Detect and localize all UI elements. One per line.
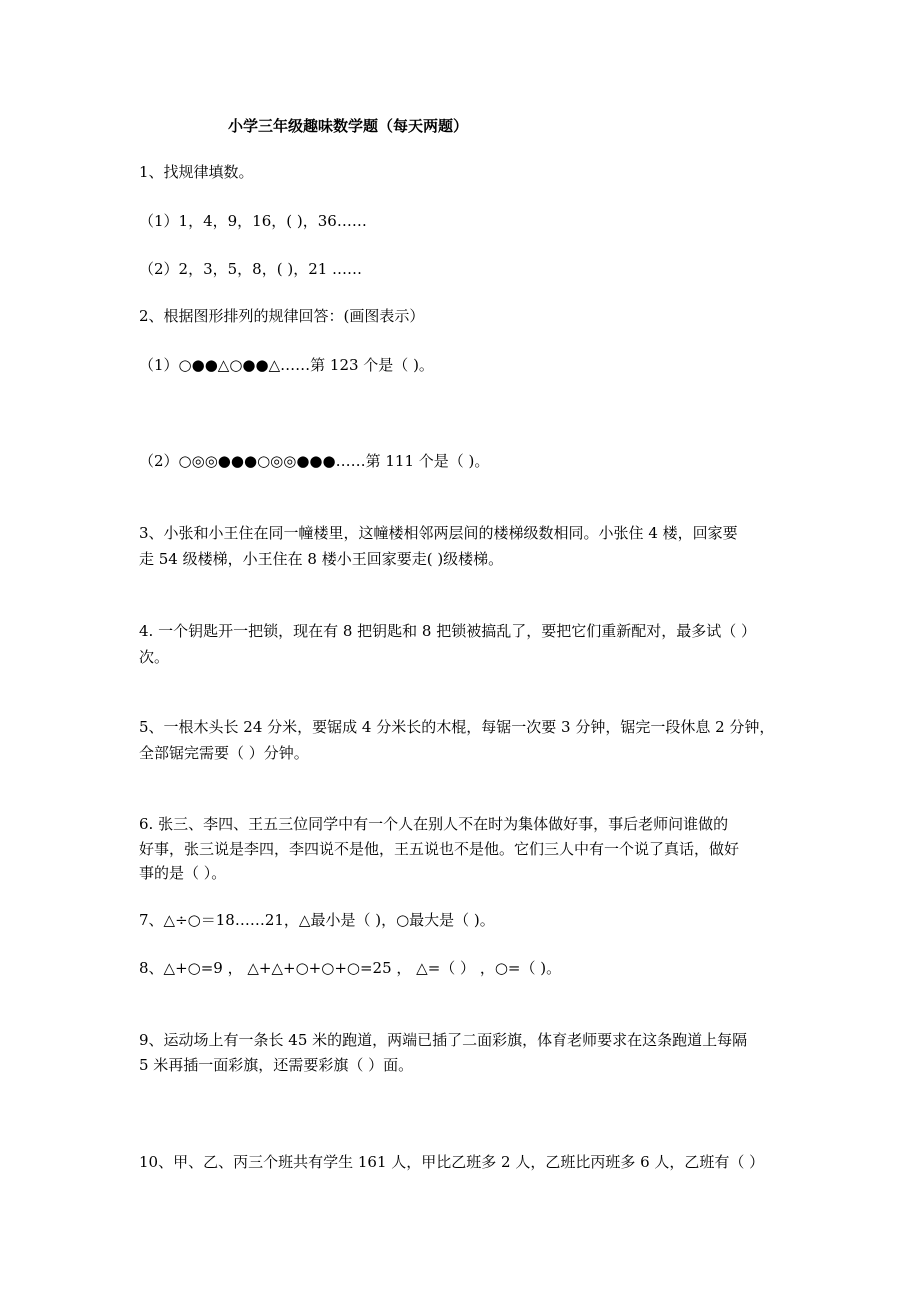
question-3-line-1: 3、小张和小王住在同一幢楼里，这幢楼相邻两层间的楼梯级数相同。小张住 4 楼，回家要 <box>139 524 738 542</box>
question-6-line-1: 6. 张三、李四、王五三位同学中有一个人在别人不在时为集体做好事，事后老师问谁做的 <box>139 815 729 833</box>
question-9-line-2: 5 米再插一面彩旗，还需要彩旗（ ）面。 <box>139 1056 414 1074</box>
question-8: 8、△+○=9 ， △+△+○+○+○=25 ， △=（ ） ，○=（ )。 <box>139 959 562 977</box>
question-6-line-2: 好事，张三说是李四，李四说不是他，王五说也不是他。它们三人中有一个说了真话，做好 <box>139 840 740 858</box>
question-10-line-1: 10、甲、乙、丙三个班共有学生 161 人，甲比乙班多 2 人，乙班比丙班多 6 人，乙班有（ ） <box>139 1153 765 1171</box>
question-2-part-1: （1）○●●△○●●△……第 123 个是（ )。 <box>139 356 434 374</box>
question-5-line-1: 5、一根木头长 24 分米，要锯成 4 分米长的木棍，每锯一次要 3 分钟，锯完一段休息 2 分钟， <box>139 718 775 736</box>
question-1-heading: 1、找规律填数。 <box>139 163 254 181</box>
question-3-line-2: 走 54 级楼梯，小王住在 8 楼小王回家要走( )级楼梯。 <box>139 550 504 568</box>
question-2-part-2: （2）○◎◎●●●○◎◎●●●……第 111 个是（ )。 <box>139 452 490 470</box>
question-5-line-2: 全部锯完需要（ ）分钟。 <box>139 744 309 762</box>
question-2-heading: 2、根据图形排列的规律回答：(画图表示） <box>139 307 425 325</box>
question-1-part-1: （1）1，4，9，16，( )，36…… <box>139 212 367 230</box>
question-9-line-1: 9、运动场上有一条长 45 米的跑道，两端已插了二面彩旗，体育老师要求在这条跑道上每隔 <box>139 1031 748 1049</box>
question-4-line-2: 次。 <box>139 648 170 666</box>
page-title: 小学三年级趣味数学题（每天两题） <box>228 117 469 135</box>
question-1-part-2: （2）2，3，5，8，( )，21 …… <box>139 260 363 278</box>
question-7: 7、△÷○＝18……21，△最小是（ )，○最大是（ )。 <box>139 911 495 929</box>
question-6-line-3: 事的是（ ）。 <box>139 864 227 882</box>
question-4-line-1: 4. 一个钥匙开一把锁，现在有 8 把钥匙和 8 把锁被搞乱了，要把它们重新配对，最多试（ ） <box>139 622 757 640</box>
